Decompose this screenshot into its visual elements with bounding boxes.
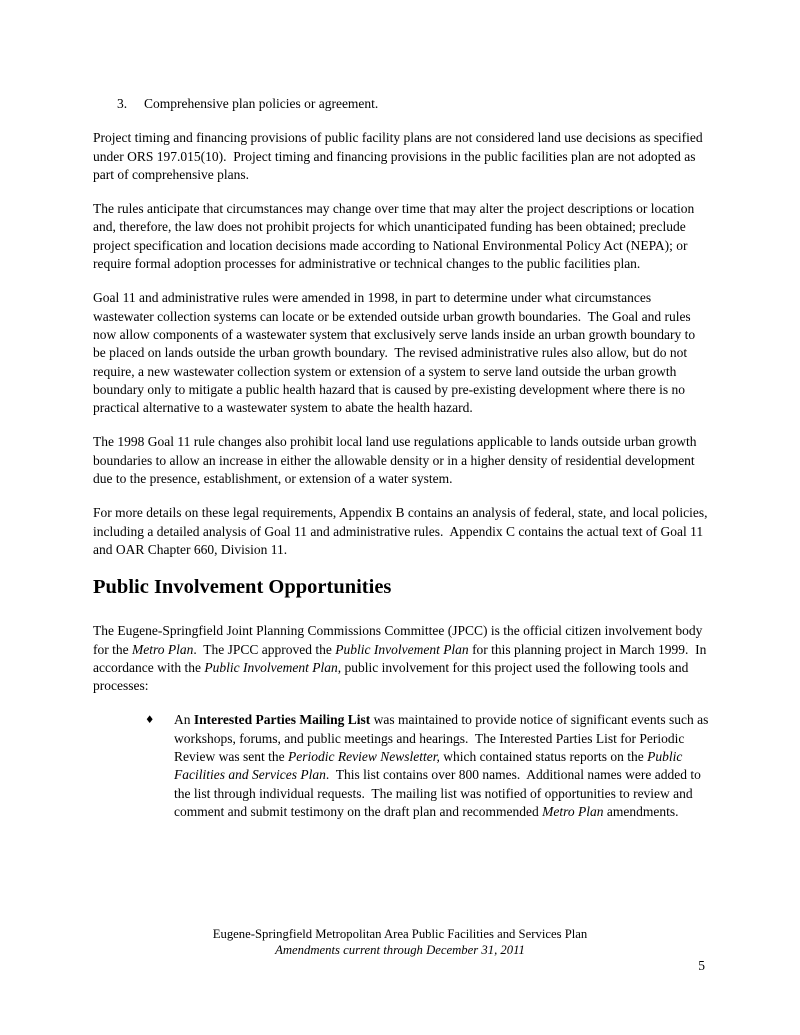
footer-amendments-note: Amendments current through December 31, 2011 bbox=[275, 943, 525, 957]
page-footer bbox=[0, 926, 800, 958]
page-body bbox=[93, 95, 711, 821]
list-item-number: 3. bbox=[117, 96, 128, 111]
paragraph-rules-anticipate: The rules anticipate that circumstances may change over time that may alter the project descriptions or location and, therefore, the law does not prohibit projects for which unanticipated funding has been obtained; preclude project specification and location decisions made according to National Environmental Policy Act (NEPA); or require formal adoption processes for administrative or technical changes to the public facilities plan. bbox=[93, 201, 698, 272]
numbered-list-item-3 bbox=[117, 95, 711, 113]
page-number: 5 bbox=[698, 958, 705, 973]
footer-document-title: Eugene-Springfield Metropolitan Area Public Facilities and Services Plan bbox=[212, 927, 588, 941]
paragraph-jpcc: The Eugene-Springfield Joint Planning Commissions Committee (JPCC) is the official citizen involvement body for the Metro Plan. The JPCC approved the Public Involvement Plan for this planning project in March 1999. In accordance with the Public Involvement Plan, public involvement for this project used the following tools and processes: bbox=[93, 623, 710, 694]
paragraph-project-timing: Project timing and financing provisions of public facility plans are not considered land use decisions as specified under ORS 197.015(10). Project timing and financing provisions in the public facilities plan are not adopted as part of comprehensive plans. bbox=[93, 130, 706, 182]
paragraph-1998-rule-changes: The 1998 Goal 11 rule changes also prohibit local land use regulations applicable to lands outside urban growth boundaries to allow an increase in either the allowable density or in a higher density of residential development due to the presence, establishment, or extension of a water system. bbox=[93, 434, 700, 487]
section-heading-public-involvement: Public Involvement Opportunities bbox=[93, 576, 392, 599]
diamond-bullet-icon: ♦ bbox=[145, 714, 155, 727]
paragraph-appendix-references: For more details on these legal requirements, Appendix B contains an analysis of federal, state, and local policies, including a detailed analysis of Goal 11 and administrative rules. Appendix C contains the actual text of Goal 11 and OAR Chapter 660, Division 11. bbox=[93, 505, 711, 557]
paragraph-goal-11-amended: Goal 11 and administrative rules were amended in 1998, in part to determine under what circumstances wastewater collection systems can locate or be extended outside urban growth boundaries. The Goal and rules now allow components of a wastewater system that exclusively serve lands inside an urban growth boundary to be placed on lands outside the urban growth boundary. The revised administrative rules also allow, but do not require, a new wastewater collection system or extension of a system to serve land outside the urban growth boundary only to mitigate a public health hazard that is caused by pre-existing development where there is no practical alternative to a wastewater system to abate the health hazard. bbox=[93, 290, 699, 416]
list-item-text: Comprehensive plan policies or agreement. bbox=[144, 96, 379, 111]
bullet-list-item-mailing-list bbox=[145, 711, 711, 821]
bullet-item-text: An Interested Parties Mailing List was maintained to provide notice of significant events such as workshops, forums, and public meetings and hearings. The Interested Parties List for Periodic Review was sent the Periodic Review Newsletter, which contained status reports on the Public Facilities and Services Plan. This list contains over 800 names. Additional names were added to the list through individual requests. The mailing list was notified of opportunities to review and comment and submit testimony on the draft plan and recommended Metro Plan amendments. bbox=[174, 712, 712, 819]
